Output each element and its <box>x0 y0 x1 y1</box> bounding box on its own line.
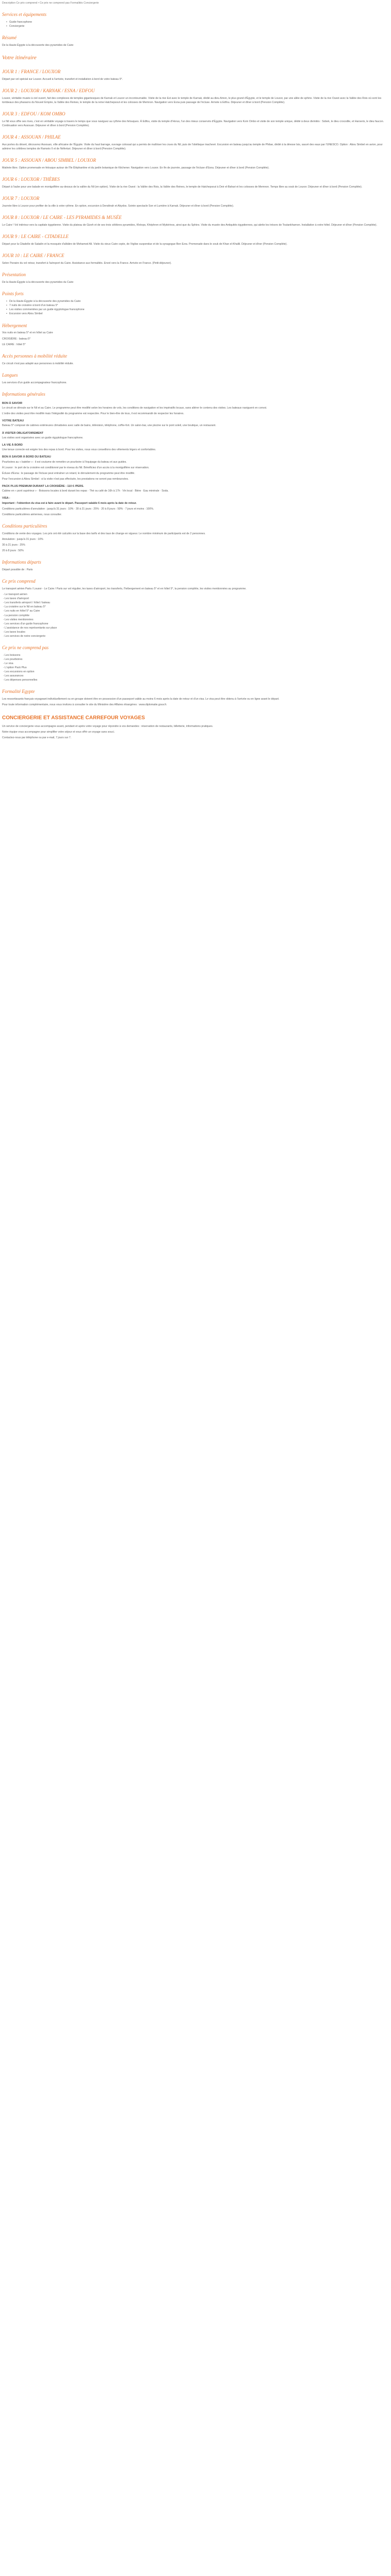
infos-text: Cabine en « pont supérieur » · Boissons locales à bord durant les repas · Thé ou café de 16h à 17h · Vin local · Bière · Eau minérale · Soda. <box>2 489 169 493</box>
infos-text: Une tenue correcte est exigée lors des repas à bord. Pour les visites, nous vous conseillons des vêtements légers et confortables. <box>2 448 156 452</box>
infos-conditions: Conditions particulières d'annulation : jusqu'à 31 jours : 10% · 30 à 21 jours : 25% · 20 à 8 jours : 50% · 7 jours et moins : 100%. <box>2 507 154 511</box>
langues-title: Langues <box>2 372 18 378</box>
day-6-title: JOUR 6 : LOUXOR / THÈBES <box>2 177 60 182</box>
day-5-title: JOUR 5 : ASSOUAN / ABOU SIMBEL / LOUXOR <box>2 158 96 163</box>
conditions-line: 20 à 8 jours : 50% <box>2 549 24 553</box>
infos-depart-section <box>2 559 389 572</box>
day-2-text: Louxor, véritable musée à ciel ouvert, fait des complexes de temples gigantesques de Karnak et Louxor un incontournable. Visite de la rive Est avec le temple de Karnak, dédié au dieu Amon, le plus grand d'Égypte, et le temple de Louxor, par une allée de sphinx. Visite de la rive Ouest avec la Vallée des Rois où sont les tombeaux des pharaons du Nouvel Empire, la Vallée des Reines, le temple de la reine Hatchepsout et les colosses de Memnon. Navigation vers Esna puis passage de l'écluse. Arrivée à Edfou. Déjeuner et dîner à bord (Pension Complète). <box>2 97 382 105</box>
infos-text: Les visites sont organisées avec un guide égyptologue francophone. <box>2 436 84 439</box>
day-4-title: JOUR 4 : ASSOUAN / PHILAE <box>2 134 61 140</box>
conditions-line: Annulation : jusqu'à 31 jours : 10% <box>2 538 43 541</box>
day-5-text: Matinée libre. Option promenade en felouque autour de l'île Éléphantine et du jardin botanique de Kitchener. Navigation vers Louxor. En fin de journée, passage de l'écluse d'Esna. Déjeuner et dîner à bord (Pension Complète). <box>2 166 270 170</box>
conditions-line: 30 à 21 jours : 25% <box>2 544 25 547</box>
infos-section <box>2 391 389 517</box>
prix-ne-comprend-item: - Le visa <box>3 662 389 666</box>
conditions-text: Conditions de vente des voyages. Les prix ont été calculés sur la base des tarifs et des taux de change en vigueur. Le nombre minimum de participants est de 2 personnes. <box>2 532 206 535</box>
points-forts-item: • Excursion vers Abou Simbel <box>6 312 389 316</box>
presentation-title: Présentation <box>2 272 26 278</box>
infos-text: Écluse d'Esna : le passage de l'écluse peut entraîner un retard, le déroulement du programme peut être modifié. <box>2 471 135 475</box>
day-6-text: Départ à l'aube pour une balade en montgolfière au-dessus de la vallée du Nil (en option). Visite de la rive Ouest : la Vallée des Rois, la Vallée des Reines, le temple de Hatchepsout à Deir el-Bahari et les colosses de Memnon. Temps libre au souk de Louxor. Déjeuner et dîner à bord (Pension Complète). <box>2 185 363 189</box>
prix-comprend-title: Ce prix comprend <box>2 579 36 584</box>
conciergerie-section <box>2 714 389 740</box>
infos-text: Le circuit se déroule sur le Nil et au Caire. Le programme peut être modifié selon les horaires de vols, les conditions de navigation et les impératifs locaux, sans altérer le contenu des visites. Les bateaux naviguent en convoi. <box>2 406 267 410</box>
infos-text: Pour l'excursion à Abou Simbel : si la visite n'est pas effectuée, les prestations ne seront pas remboursées. <box>2 477 129 481</box>
acces-section <box>2 353 389 366</box>
prix-ne-comprend-item: - L'option Pack Plus <box>3 666 389 670</box>
breadcrumb: Description Ce prix comprend • Ce prix ne comprend pas Formalités Conciergerie <box>2 2 99 5</box>
prix-comprend-item: - Les nuits en hôtel 5* au Caire <box>3 609 389 613</box>
infos-text: Important : l'obtention du visa est à faire avant le départ. Passeport valable 6 mois après la date de retour. <box>2 501 137 505</box>
infos-aerien: Conditions particulières aériennes, nous consulter. <box>2 513 62 516</box>
infos-title: Informations générales <box>2 391 45 397</box>
prix-comprend-intro: Le transport aérien Paris / Louxor - Le Caire / Paris sur vol régulier, les taxes d'aéroport, les transferts, l'hébergement en bateau 5* et en hôtel 5*, la pension complète, les visites mentionnées au programme. <box>2 587 247 591</box>
formalites-title: Formalité Egypte <box>2 689 35 694</box>
day-3-text: Le Nil vous offre ses rives, c'est en véritable voyage à travers le temps que vous naviguez au rythme des felouques. À Edfou, visite du temple d'Horus, l'un des mieux conservés d'Égypte. Navigation vers Kom Ombo et visite de son temple unique, dédié à deux divinités : Sobek, le dieu crocodile, et Haroeris, le dieu faucon. Continuation vers Assouan. Déjeuner et dîner à bord (Pension Complète). <box>2 120 384 128</box>
infos-depart-text: Départ possible de : Paris <box>2 568 33 572</box>
infos-depart-title: Informations départs <box>2 560 41 565</box>
prix-comprend-item: - Les services d'un guide francophone <box>3 622 389 626</box>
points-forts-title: Points forts <box>2 291 24 297</box>
hebergement-line: CROISIÈRE : bateau 5* <box>2 337 31 341</box>
points-forts-item: • De la Haute-Égypte à la découverte des pyramides du Caire <box>6 299 389 303</box>
prix-comprend-item: - L'assistance de nos représentants sur place <box>3 626 389 630</box>
prix-ne-comprend-item: - Les assurances <box>3 674 389 678</box>
langues-section <box>2 372 389 385</box>
day-8-title: JOUR 8 : LOUXOR / LE CAIRE - LES PYRAMIDES & MUSÉE <box>2 215 122 221</box>
points-forts-item: • Les visites commentées par un guide égyptologue francophone <box>6 308 389 312</box>
services-title: Services et équipements <box>2 12 46 18</box>
day-10-text: Selon l'horaire du vol retour, transfert à l'aéroport du Caire. Assistance aux formalités. Envol vers la France. Arrivée en France. (Petit-déjeuner). <box>2 262 172 265</box>
conciergerie-title: CONCIERGERIE ET ASSISTANCE CARREFOUR VOYAGES <box>2 715 145 721</box>
services-item: • Guide francophone <box>6 20 389 24</box>
day-10-title: JOUR 10 : LE CAIRE / FRANCE <box>2 253 64 259</box>
hebergement-section <box>2 323 389 347</box>
prix-comprend-item: - Les services de notre conciergerie <box>3 634 389 638</box>
resume-text: De la Haute-Égypte à la découverte des pyramides de Caire <box>2 44 74 47</box>
services-section <box>2 11 389 28</box>
acces-title: Accès personnes à mobilité réduite <box>2 353 67 359</box>
day-3-title: JOUR 3 : EDFOU / KOM OMBO <box>2 111 66 117</box>
hebergement-intro: Vos nuits en bateau 5* et en hôtel au Caire <box>2 331 53 335</box>
prix-ne-comprend-item: - Les dépenses personnelles <box>3 678 389 682</box>
infos-heading: BON À SAVOIR <box>2 401 23 405</box>
prix-comprend-item: - La croisière sur le Nil en bateau 5* <box>3 605 389 609</box>
hebergement-line: LE CAIRE : hôtel 5* <box>2 343 26 346</box>
day-9-text: Départ pour la Citadelle de Saladin et la mosquée d'albâtre de Mohamed Ali. Visite du vieux Caire copte, de l'église suspendue et de la synagogue Ben Ezra. Promenade dans le souk de Khan el-Khalili. Déjeuner et dîner (Pension Complète). <box>2 243 287 246</box>
prix-ne-comprend-item: - Les excursions en option <box>3 670 389 674</box>
itinerary-section <box>2 54 389 265</box>
day-7-text: Journée libre à Louxor pour profiter de la ville à votre rythme. En option, excursion à Dendérah et Abydos. Soirée spectacle Son et Lumière à Karnak. Déjeuner et dîner à bord (Pension Complète). <box>2 205 234 208</box>
prix-ne-comprend-section <box>2 645 389 682</box>
day-8-text: Le Caire ! Vol intérieur vers la capitale égyptienne. Visite du plateau de Gizeh et de ses trois célèbres pyramides, Khéops, Khéphren et Mykérinos, ainsi que du Sphinx. Visite du musée des Antiquités égyptiennes, qui abrite les trésors de Toutankhamon. Installation à votre hôtel. Déjeuner et dîner (Pension Complète). <box>2 224 377 227</box>
formalites-text: Pour toute information complémentaire, nous vous invitons à consulter le site du Ministère des Affaires étrangères : www.diplomatie.gouv.fr. <box>2 703 167 707</box>
conciergerie-text: Contactez-nous par téléphone ou par e-mail, 7 jours sur 7. <box>2 736 72 739</box>
infos-text: Pourboires au « batelier » : il est coutume de remettre un pourboire à l'équipage du bateau et aux guides. <box>2 460 127 464</box>
infos-text: L'ordre des visites peut être modifié mais l'intégralité du programme est respectée. Pour le bien-être de tous, il est recommandé de respecter les horaires. <box>2 412 184 416</box>
prix-ne-comprend-item: - Les boissons <box>3 653 389 657</box>
conditions-title: Conditions particulières <box>2 523 47 529</box>
infos-heading: À VISITER OBLIGATOIREMENT <box>2 431 44 435</box>
conciergerie-text: Notre équipe vous accompagne pour simplifier votre séjour et vous offrir un voyage sans souci. <box>2 730 115 734</box>
prix-ne-comprend-item: - Les pourboires <box>3 657 389 662</box>
day-1-text: Départ par vol spécial sur Louxor. Accueil à l'arrivée, transfert et installation à bord de votre bateau 5*. <box>2 78 123 81</box>
acces-text: Ce circuit n'est pas adapté aux personnes à mobilité réduite. <box>2 362 74 365</box>
day-9-title: JOUR 9 : LE CAIRE - CITADELLE <box>2 234 69 240</box>
formalites-section <box>2 688 389 707</box>
resume-title: Résumé <box>2 35 17 41</box>
prix-comprend-item: - Les transferts aéroport / hôtel / bateau <box>3 601 389 605</box>
prix-comprend-item: - Les visites mentionnées <box>3 618 389 622</box>
formalites-text: Les ressortissants français voyageant individuellement ou en groupe doivent être en possession d'un passeport valide au moins 6 mois après la date de retour et d'un visa. Le visa peut être obtenu à l'arrivée ou en ligne avant le départ. <box>2 698 280 701</box>
day-1-title: JOUR 1 : FRANCE / LOUXOR <box>2 69 61 75</box>
day-7-title: JOUR 7 : LOUXOR <box>2 196 40 201</box>
points-forts-item: • 7 nuits de croisière à bord d'un bateau 5* <box>6 303 389 308</box>
prix-comprend-item: - Le transport aérien <box>3 592 389 597</box>
prix-comprend-item: - Les taxes locales <box>3 630 389 634</box>
hebergement-title: Hébergement <box>2 323 27 328</box>
resume-section <box>2 35 389 47</box>
prix-comprend-item: - Les taxes d'aéroport <box>3 597 389 601</box>
conditions-section <box>2 523 389 553</box>
services-item: • Conciergerie <box>6 24 389 28</box>
infos-text: À Louxor : le port de la croisière est conditionné par le niveau du Nil. Bénéficiez d'un accès à la montgolfière sur réservation. <box>2 466 150 469</box>
prix-comprend-section <box>2 578 389 638</box>
infos-heading: PACK PLUS PREMIUM DURANT LA CROISIÈRE : 110 € /PERS. <box>2 485 84 488</box>
langues-text: Les services d'un guide accompagnateur francophone. <box>2 381 67 384</box>
infos-text: Bateau 5* composé de cabines extérieures climatisées avec salle de bains, télévision, téléphone, coffre-fort. Un salon-bar, une piscine sur le pont soleil, une boutique, un restaurant. <box>2 424 216 428</box>
day-4-text: Aux portes du désert, découvrez Assouan, ville africaine de l'Égypte. Visite du haut barrage, ouvrage colossal qui a permis de maîtriser les crues du Nil, puis de l'obélisque inachevé. Excursion en bateau jusqu'au temple de Philae, dédié à la déesse Isis, sauvé des eaux par l'UNESCO. Option : Abou Simbel en avion, pour admirer les célèbres temples de Ramsès II et de Néfertari. Déjeuner et dîner à bord (Pension Complète). <box>2 143 383 151</box>
infos-heading: VOTRE BATEAU <box>2 419 24 423</box>
presentation-section <box>2 272 389 284</box>
prix-ne-comprend-title: Ce prix ne comprend pas <box>2 645 49 650</box>
infos-heading: BON À SAVOIR À BORD DU BATEAU <box>2 455 51 459</box>
itinerary-title: Votre itinéraire <box>2 55 37 61</box>
infos-heading: LA VIE À BORD <box>2 443 23 447</box>
points-forts-section <box>2 291 389 316</box>
presentation-text: De la Haute-Égypte à la découverte des pyramides du Caire <box>2 281 74 284</box>
prix-comprend-item: - La pension complète <box>3 614 389 618</box>
infos-heading: VISA : <box>2 497 10 500</box>
conciergerie-text: Un service de conciergerie vous accompagne avant, pendant et après votre voyage pour répondre à vos demandes : réservation de restaurants, billetterie, informations pratiques. <box>2 724 214 728</box>
day-2-title: JOUR 2 : LOUXOR / KARNAK / ESNA / EDFOU <box>2 88 95 94</box>
